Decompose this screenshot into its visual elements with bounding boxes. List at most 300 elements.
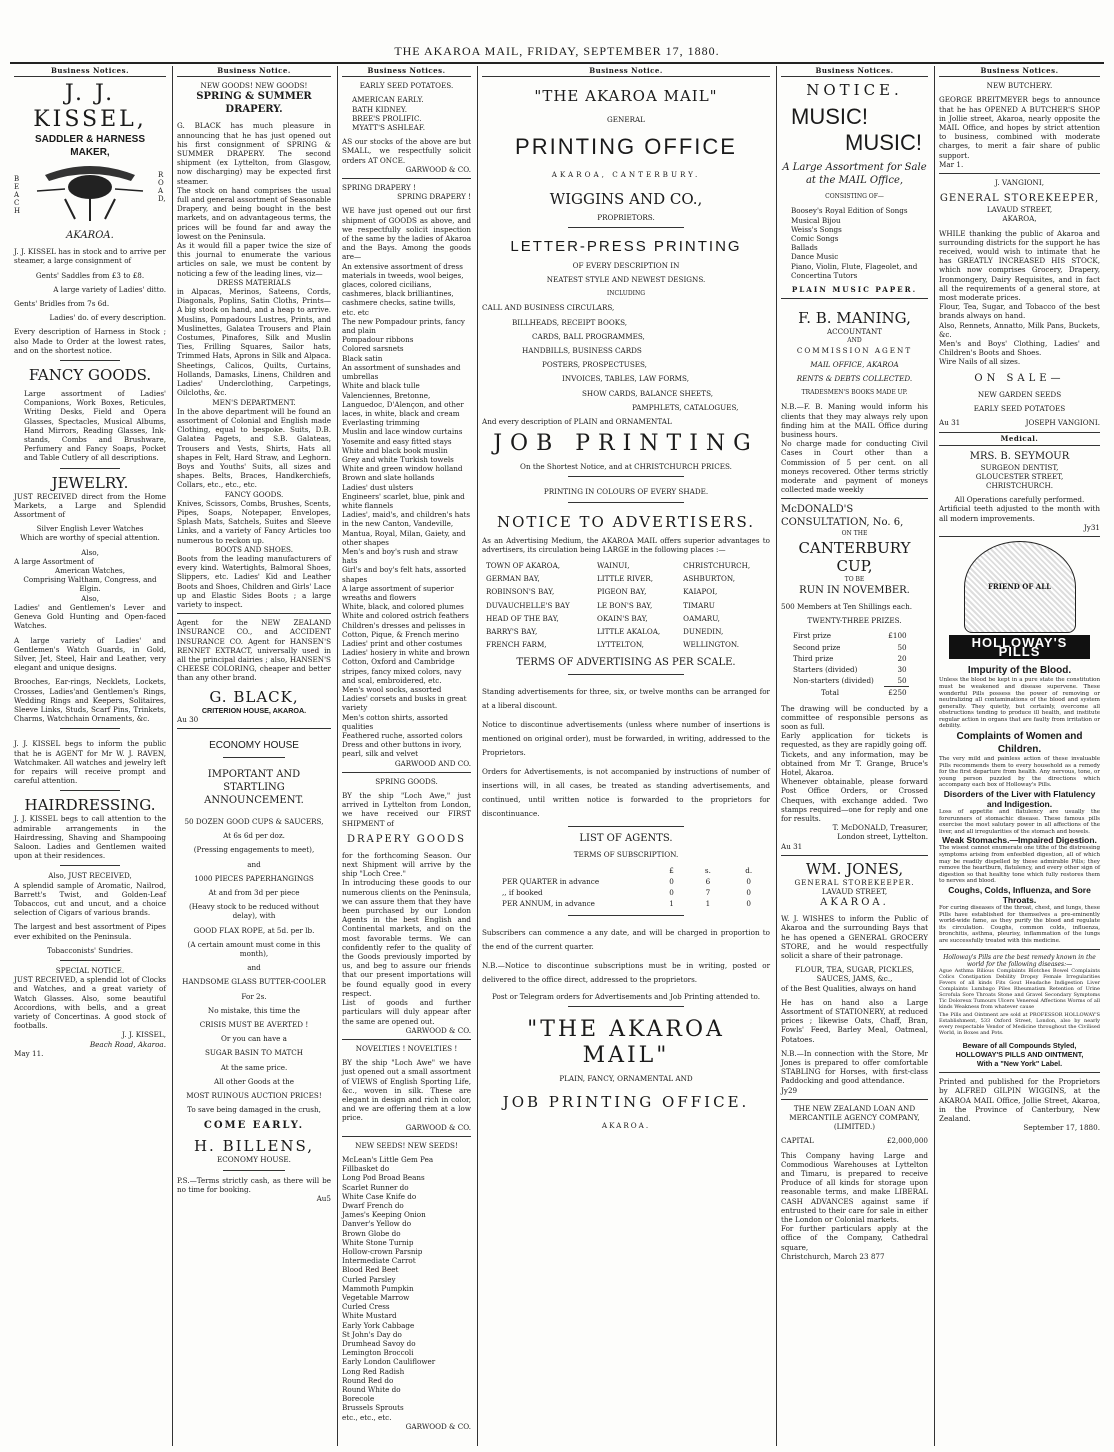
plain-music-paper: PLAIN MUSIC PAPER. [791,285,918,295]
boots-body: Boots from the leading manufacturers of every kind. Watertights, Balmoral Shoes, Slippers, etc. Ladies' Kid and Leather Boots and Shoes, Children and Girls' Lace up and Elastic Sides Boots ; a large variety to inspect. [177,553,331,609]
table-cell: OKAIN'S BAY, [596,613,648,623]
general: GENERAL [607,115,645,125]
printing-items [482,303,770,412]
table-cell: CHRISTCHURCH, [683,561,751,571]
loan-body: This Company having Large and Commodious Warehouses at Lyttelton and Timaru, is prepared to receive Produce of all kinds for storage upon reasonable terms, and make LIBERAL CASH ADVANCES against same if entrusted to their care for sale in either the London or Colonial markets. For further particulars apply at the office of the Company, Cathedral square, [781,1150,928,1252]
seed-potatoes-title: EARLY SEED POTATOES. [359,81,454,91]
table-cell: LITTLE AKALOA, [596,627,661,637]
kissel-ladies: Ladies' do. of every description. [49,313,166,323]
date-stamp: Au 31 [939,418,961,428]
divider [60,468,121,469]
ruinous-prices: MOST RUINOUS AUCTION PRICES! [186,1091,322,1101]
divider [939,536,1100,537]
jones-name: WM. JONES, [805,859,904,878]
hairdressing-title: HAIRDRESSING. [24,796,156,815]
table-cell: Non-starters (divided) [793,676,874,686]
table-cell: ASHBURTON, [683,574,735,584]
column-1 [10,66,170,1446]
vangioni-sig-row [939,418,1100,427]
divider [342,772,471,773]
date-stamp: Jy29 [781,1085,798,1095]
table-cell: PER QUARTER in advance [502,876,600,886]
music-assortment: A Large Assortment for Sale at the MAIL Office, [782,162,927,187]
holloway-banner: HOLLOWAY'S PILLS [949,635,1090,659]
table-row [791,653,909,664]
table-row [791,664,909,675]
flour-list: FLOUR, TEA, SUGAR, PICKLES, SAUCES, JAMS, &c., [795,965,914,984]
mcdonald-address: London street, Lyttelton. [837,832,928,842]
table-cell: £250 [884,687,908,699]
towns-table [482,559,770,651]
list-item: CALL AND BUSINESS CIRCULARS, [482,303,615,313]
boots-title: BOOTS AND SHOES. [214,544,293,554]
date-stamp: Mar 1. [939,159,964,169]
table-cell: TIMARU [683,600,715,610]
job-printing-office: JOB PRINTING OFFICE. [502,1092,750,1111]
general-storekeeper: GENERAL STOREKEEPER. [794,877,915,887]
loan-place: Christchurch, March 23 877 [781,1251,885,1261]
mens-title: MEN'S DEPARTMENT. [212,397,296,407]
discontinue-ads: Notice to discontinue advertisements (unless where number of insertions is mentioned on original order), must be forwarded, in writing, addressed to the Proprietors. [482,720,770,758]
column-3 [337,66,475,1446]
new-seeds-title: NEW SEEDS! NEW SEEDS! [355,1140,458,1150]
list-item: MYATT'S ASHLEAF. [352,123,425,133]
seal-text: FRIEND OF ALL [987,582,1052,592]
divider [939,949,1100,950]
accountant: ACCOUNTANT [826,327,883,337]
divider [342,1136,471,1137]
column-header: Business Notice. [177,66,331,77]
table-cell: 0 [746,899,751,909]
table-cell: FRENCH FARM, [486,640,547,650]
table-cell: WELLINGTON. [683,640,740,650]
rents-debts: RENTS & DEBTS COLLECTED. [796,374,913,384]
dress-title: DRESS MATERIALS [217,277,291,287]
table-row [791,687,909,699]
table-cell: 50 [897,642,907,652]
table-cell: First prize [793,631,831,641]
table-cell: PIGEON BAY, [596,587,647,597]
butter-cooler: HANDSOME GLASS BUTTER-COOLER [182,977,326,987]
lavaud-street: LAVAUD STREET, [821,886,888,896]
table-row [791,675,909,687]
special-notice-title: SPECIAL NOTICE. [55,965,125,975]
garwood-signature: GARWOOD AND CO. [394,758,471,768]
table-cell: 0 [669,876,674,886]
table-cell: GERMAN BAY, [486,574,540,584]
neatest-style: NEATEST STYLE AND NEWEST DESIGNS. [546,275,706,285]
prize-table [791,630,909,698]
divider [781,855,928,856]
plain-fancy: PLAIN, FANCY, ORNAMENTAL AND [559,1073,693,1083]
column-5 [776,66,932,1446]
table-cell: ,, if booked [502,888,543,898]
on-sale: ON SALE— [974,372,1065,384]
kissel-town: AKAROA. [66,230,114,242]
beware-3: With a "New York" Label. [976,1058,1063,1068]
impurity-title: Impurity of the Blood. [967,665,1072,677]
column-header: Business Notices. [14,66,166,77]
early-potatoes: EARLY SEED POTATOES [973,403,1066,413]
potato-list [342,95,471,132]
sold-body: The Pills and Ointment are sold at PROFESSOR HOLLOWAY'S Establishment, 533 Oxford Street, London, also by nearly every respectable Vendor of Medicine throughout the Civilised World, in Boxes and Pots. [939,1011,1100,1036]
jewelry-american-2: American Watches, [54,566,126,576]
notice-body: As an Advertising Medium, the AKAROA MAIL offers superior advantages to advertisers, its circulation being LARGE in the following places :— [482,535,770,554]
saddle-emblem-icon [35,161,145,223]
publication-date: September 17, 1880. [1023,1123,1100,1133]
fancy-title: FANCY GOODS. [224,489,284,499]
remedy-note: Holloway's Pills are the best remedy known in the world for the following diseases:— [943,953,1096,968]
table-cell: OAMARU, [683,613,720,623]
job-printing: JOB PRINTING [493,431,759,457]
table-cell: 7 [705,888,711,898]
column-header: Business Notices. [939,66,1100,77]
list-item: BILLHEADS, RECEIPT BOOKS, [512,317,628,327]
fancy-goods-body: Large assortment of Ladies' Companions, Work Boxes, Reticules, Writing Desks, Field and Opera Glasses, Spectacles, Musical Albums, Hand Mirrors, Reading Glasses, Ink-stands, Combs and Brushware, Perfumery and Fancy Soaps, Pocket and Table Cutlery of all descriptions. [24,389,166,463]
same-price: At the same price. [220,1062,288,1072]
divider [568,915,683,916]
christchurch: CHRISTCHURCH. [985,480,1054,490]
disorders-body: Loss of appetite and flatulency are usually the forerunners of stomachic disease. These famous pills exercise the most salutary power in all affections of the liver, and all irregularities of the stomach and bowels. [939,809,1100,835]
come-early: COME EARLY. [203,1120,305,1132]
table-header: s. [704,865,711,875]
fancy-goods-title: FANCY GOODS. [28,366,152,385]
list-item: BATH KIDNEY. [352,104,408,114]
divider [568,826,683,827]
maning-nb: N.B.—F. B. Maning would inform his clients that they may always rely upon finding him at the MAIL Office during business hours. No charge made for conducting Civil Cases in Court other than a Commission of 5 per cent. on all moneys recovered. Other terms strictly moderate and payment of moneys collected made weekly [781,402,928,495]
drawing-note: The drawing will be conducted by a committee of responsible persons as soon as full. Early application for tickets is requested, as they are rapidly going off. Tickets, and any information, may be obtained from Mr T. Grange, Bruce's Hotel, Akaroa. Whenever obtainable, please forward Post Office Orders, or Crossed Cheques, with exchange added. Two stamps required—one for reply and one for results. [781,703,928,823]
table-row [482,585,770,598]
new-goods: NEW GOODS! NEW GOODS! [200,81,308,91]
every-description: OF EVERY DESCRIPTION IN [572,260,680,270]
table-row [482,559,770,572]
list-item: AMERICAN EARLY. [352,95,424,105]
complaints-title: Complaints of Women and Children. [956,731,1083,756]
divider [60,790,121,791]
printed-note: Printed and published for the Proprietors by ALFRED GILPIN WIGGINS, at the AKAROA MAIL Office, Jollie Street, Akaroa, in the Province of Canterbury, New Zealand. [939,1077,1100,1123]
goods-list: An extensive assortment of dress materials in tweeds, wool beiges, glaces, colored cicilians, cashmeres, black brilliantines, cashmere checks, satine twills, etc. etc The new Pompadour prints, fancy and plain Pompadour ribbons Colored sarsnets Black satin An assortment of sunshades and umbrellas White and black tulle Valenciennes, Bretonne, Languedoc, D'Alençon, and other laces, in white, black and cream Everlasting trimming Muslin and lace window curtains Yosemite and easy fitted stays White and black book muslin Grey and white Turkish towels White and green window holland Brown and slate hollands Ladies' dust ulsters Engineers' scarlet, blue, pink and white flannels Ladies', maid's, and children's hats in the new Canton, Vandeville, Mantua, Royal, Milan, Gaiety, and other shapes Men's and boy's rush and straw hats Girl's and boy's felt hats, assorted shapes A large assortment of superior wreaths and flowers White, black, and colored plumes White and colored ostrich feathers Children's dresses and pelisses in Cotton, Pique, & French merino Ladies' print and other costumes Ladies' hosiery in white and brown Cotton, Oxford and Cambridge stripes, fancy mixed colors, navy and scal, embroidered, etc. Men's wool socks, assorted Ladies' corsets and busks in great variety Men's cotton shirts, assorted qualities Feathered ruche, assorted colors Dress and other buttons in ivory, pearl, silk and velvet [342,261,471,759]
nz-loan-title: THE NEW ZEALAND LOAN AND MERCANTILE AGENCY COMPANY, [789,1103,920,1123]
road-label: ROAD, [158,171,166,204]
vangioni-storekeeper: GENERAL STOREKEEPER, [939,193,1100,205]
list-item: SHOW CARDS, BALANCE SHEETS, [582,388,714,398]
consultation-title: McDONALD'S CONSULTATION, No. 6, [781,504,904,529]
agent-body: Agent for the NEW ZEALAND INSURANCE CO., and ACCIDENT INSURANCE CO. Agent for HANSEN'S RENNET EXTRACT, universally used in all the principal dairies ; also, HANSEN'S CHEESE COLORING, cheaper and better than any other brand. [177,618,331,683]
jewelry-lever: Ladies' and Gentlemen's Lever and Geneva Gold Hunting and Open-faced Watches. [14,602,166,631]
holloway-seal-icon [964,541,1076,633]
mens-body: In the above department will be found an assortment of Colonial and English made Clothing, equal to bespoke. Suits, D.B. Galatea Pagets, and S.B. Galateas, Trousers and Vests, Shirts, Hats all shapes in Felt, Hard Straw, and Leghorn. Boys and Youths' Suits, all sizes and shapes. Belts, Braces, Handkerchiefs, Collars, etc., etc., etc. [177,406,331,490]
printing-office: PRINTING OFFICE [515,134,737,160]
have: Or you can have a [221,1034,287,1044]
jewelry-list: Brooches, Ear-rings, Necklets, Lockets, Crosses, Ladies'and Gentlemen's Rings, Wedding Rings and Keepers, Solitaires, Sleeve Links, Studs, Scarf Pins, Trinkets, Charms, Watchchain Ornaments, &c. [14,677,166,724]
table-row [791,642,909,653]
jewelry-watches: Silver English Lever Watches [36,524,144,534]
garwood-signature: GARWOOD & CO. [405,1421,471,1431]
sundries: Tobacconists' Sundries. [46,945,134,955]
stock-body: The stock on hand comprises the usual full and general assortment of Seasonable Drapery, and being bought in the best markets, and on advantageous terms, the prices will be found far and away the lowest on the Peninsula. [177,185,332,241]
table-cell: 0 [746,876,751,886]
jewelry-body: JUST RECEIVED direct from the Home Markets, a Large and Splendid Assortment of [14,491,166,520]
vangioni-name: J. VANGIONI, [995,178,1044,188]
cooler-price: For 2s. [241,991,267,1001]
on-the: ON THE [841,530,868,538]
standing-ads: Standing advertisements for three, six, or twelve months can be arranged for at a liberal discount. [482,687,770,711]
nb-note: N.B.—Notice to discontinue subscriptions must be in writing, posted or delivered to the office direct, addressed to the proprietors. [482,960,770,984]
operations-note: All Operations carefully performed. [954,495,1085,505]
divider [568,227,683,228]
spring-drapery-head: SPRING DRAPERY ! [342,183,416,193]
garwood-signature: GARWOOD & CO. [405,1122,471,1132]
date-stamp: Au 31 [781,841,803,851]
capital-label: CAPITAL [781,1136,814,1146]
hairdressing-body: J. J. KISSEL begs to call attention to the admirable arrangements in the Hairdressing, Shaving and Shampooing Saloon. Ladies and Gentlemen waited upon at their residences. [14,814,166,861]
music-title-1: MUSIC! [791,104,868,130]
divider [781,498,928,499]
seymour-name: MRS. B. SEYMOUR [969,450,1070,462]
flax-rope: GOOD FLAX ROPE, at 5d. per lb. [193,925,315,935]
subscribers-note: Subscribers can commence a any date, and will be charged in proportion to the end of the current quarter. [482,927,770,951]
including: INCLUDING [606,290,646,298]
orders-ads: Orders for Advertisements, is not accompanied by instructions of number of insertions will, in all cases, be treated as standing advertisements, and continued, until written notice is forwarded to the proprietors for discontinuance. [482,767,770,819]
divider [781,298,928,299]
and: AND [847,337,862,345]
billens-house: ECONOMY HOUSE. [217,1155,291,1165]
column-4 [477,66,774,1446]
kissel-ladies-ditto: A large variety of Ladies' ditto. [53,284,166,294]
table-header: d. [745,865,753,875]
prizes-title: TWENTY-THREE PRIZES. [807,616,902,626]
vangioni-body: WHILE thanking the public of Akaroa and surrounding districts for the support he has received, would wish to intimate that he has GREATLY INCREASED HIS STOCK, which now comprises Grocery, Drapery, Ironmongery, Dairy Requisites, and in fact all the requirements of a general store, at most moderate prices. Flour, Tea, Sugar, and Tobacco of the best brands always on hand. Also, Rennets, Annatto, Milk Pans, Buckets, &c. Men's and Boys' Clothing, Ladies' and Children's Boots and Shoes. Wire Nails of all sizes. [939,228,1100,367]
divider [60,960,121,961]
spring-goods-title: SPRING GOODS. [375,776,438,786]
garwood-signature: GARWOOD & CO. [405,1025,471,1035]
billens-ps: P.S.—Terms strictly cash, as there will be no time for booking. [177,1175,331,1194]
coughs-body: For curing diseases of the throat, chest, and lungs, these Pills have established for themselves a pre-eminently world-wide fame, as they purify the blood and regulate its circulation. Coughs, common colds, influenza, bronchitis, asthma, pleurisy, inflammation of the lungs are successfully treated with this medicine. [939,904,1100,944]
black-body: G. BLACK has much pleasure in announcing that he has just opened out his first consignment of SPRING & SUMMER DRAPERY. The second shipment (ex Lyttelton, from Glasgow, now discharging) may be expected first steamer. [177,121,331,186]
kissel-title: J. J. KISSEL, [33,81,147,133]
limited: (LIMITED.) [833,1122,876,1132]
notice-to-advertisers: NOTICE TO ADVERTISERS. [497,512,755,531]
kissel-bridles: Gents' Bridles from 7s 6d. [14,299,110,309]
table-cell: 20 [897,653,907,663]
vangioni-signature: JOSEPH VANGIONI. [1025,418,1100,428]
jewelry-comprising: Comprising Waltham, Congress, and Elgin. [23,575,157,594]
wj-body: W. J. WISHES to inform the Public of Akaroa and the surrounding Bays that he has opened a GENERAL GROCERY STORE, and he would respectfully solicit a share of their patronage. [781,914,928,960]
akaroa: AKAROA. [820,897,889,909]
table-cell: £100 [888,631,907,641]
subscription-table [482,865,770,910]
divider [60,360,121,361]
maning-name: F. B. MANING, [798,309,911,328]
spring-drapery-head-2: SPRING DRAPERY ! [397,192,471,202]
divider [60,865,121,866]
paper-price: At and from 3d per piece [208,888,300,898]
dress-body: in Alpacas, Merinos, Sateens, Cords, Diagonals, Poplins, Satin Cloths, Prints—A big stock on hand, and a heap to arrive. Muslins, Pompadours Lustres, Prints, and Muslinettes, Galatea Trousers and Plain Costumes, Pinafores, Silk and Muslin Ties, Frilling Squares, Sailor hats, Trimmed Hats, Aprons in Silk and Alpaca. Sheetings, Calicos, Quilts, Curtains, Hollands, Damasks, Linens, Children and Ladies' Underclothing, Carpetings, Oilcloths, &c. [177,287,331,398]
column-2 [172,66,335,1446]
akaroa: AKAROA. [601,1120,651,1130]
divider [568,1006,683,1007]
complaints-body: The very mild and painless action of these invaluable Pills recommends them to every household as a remedy for the first departure from health. Any nervous, tone, or young person puzzled by the directions which accompany each box of Holloway's Pills. [939,756,1100,789]
criterion-house: CRITERION HOUSE, AKAROA. [201,705,307,715]
jewelry-american: A large Assortment of [14,556,94,566]
divider [568,674,683,675]
table-cell: ROBINSON'S BAY, [486,587,555,597]
divider [939,1072,1100,1073]
table-row [482,887,770,898]
weak-stomachs-body: The wisest cannot enumerate one tithe of the distressing symptoms arising from enfeebled digestion, all of which may be readily dispelled by these admirable Pills; they remove the heartburn, flatulency, and every other sign of digestion so that healthy tone which fully restores them to nerves and blood. [939,845,1100,885]
printing-colours: PRINTING IN COLOURS OF EVERY SHADE. [543,487,709,497]
tobacco-body: A splendid sample of Aromatic, Nailrod, Barrett's Twist, and Golden-Leaf Tobaccos, cut and uncut, and a choice selection of Cigars of various brands. [14,880,166,918]
garwood-signature: GARWOOD & CO. [405,164,471,174]
opened-body: WE have just opened out our first shipment of GOODS as above, and we respectfully solicit inspection of the same by the ladies of Akaroa and the Bays. Among the goods are— [342,206,471,262]
divider [177,613,331,614]
table-row [791,630,909,641]
divider [60,728,121,729]
diseases-list: Ague Asthma Bilious Complaints Blotches Bowel Complaints Colics Constipation Debility Dropsy Female Irregularities Fevers of all kinds Fits Gout Headache Indigestion Liver Complaints Lumbago Piles Rheumatism Retention of Urine Scrofula Sore Throats Stone and Gravel Secondary Symptoms Tic Doloreux Tumours Ulcers Venereal Affections Worms of all kinds Weakness from whatever cause [939,967,1100,1010]
mcdonald-signature: T. McDONALD, Treasurer, [832,823,928,833]
akaroa-mail-title-2: "THE AKAROA MAIL" [527,1016,725,1068]
list-item: CARDS, BALL PROGRAMMES, [532,331,645,341]
masthead: THE AKAROA MAIL, FRIDAY, SEPTEMBER 17, 1880. [394,44,720,58]
divider [939,173,1100,174]
special-notice-body: JUST RECEIVED, a splendid lot of Clocks and Watches, and a great variety of Watch Glasses. Also, some beautiful Accordions, with bells, and a great variety of Concertinas. A good stock of footballs. [14,975,166,1031]
table-header: £ [669,865,674,875]
table-row [482,865,770,876]
divider [342,178,471,179]
table-cell: LITTLE RIVER, [596,574,653,584]
and: and [247,963,261,973]
beware-1: Beware of all Compounds Styled, [962,1040,1077,1050]
kissel-saddles: Gents' Saddles from £3 to £8. [35,270,145,280]
table-cell: 0 [746,888,751,898]
jewelry-title: JEWELRY. [51,473,129,492]
terms-advertising: TERMS OF ADVERTISING AS PER SCALE. [516,657,736,669]
divider [223,757,285,758]
seeds-list: McLean's Little Gem Pea Fillbasket do Long Pod Broad Beans Scarlet Runner do White Case Knife do Dwarf French do James's Keeping Onion Danver's Yellow do Brown Globe do White Stone Turnip Hollow-crown Parsnip Intermediate Carrot Blood Red Beet Curled Parsley Mammoth Pumpkin Vegetable Marrow Curled Cress White Mustard Early York Cabbage St John's Day do Drumhead Savoy do Lemington Broccoli Early London Cauliflower Long Red Radish Round Red do Round White do Borecole Brussels Sprouts etc., etc., etc. [342,1154,436,1422]
rope-note: (A certain amount must come in this month), [187,939,321,959]
cups-price: At 6s 6d per doz. [223,831,285,841]
run-november: RUN IN NOVEMBER. [799,584,910,596]
capital-value: £2,000,000 [886,1136,928,1146]
plain-ornamental: And every description of PLAIN and ORNAMENTAL [482,417,672,427]
shortest-notice: On the Shortest Notice, and at CHRISTCHURCH PRICES. [520,462,732,472]
gloucester-street: GLOUCESTER STREET, [975,471,1064,481]
table-row [482,898,770,909]
disorders-title: Disorders of the Liver with Flatulency and Indigestion. [943,789,1096,810]
music-title-2: MUSIC! [845,130,922,156]
black-signature: G. BLACK, [209,687,299,706]
surgeon-dentist: SURGEON DENTIST, [980,462,1059,472]
table-cell: DUVAUCHELLE'S BAY [486,600,570,610]
impurity-body: Unless the blood be kept in a pure state the constitution must be weakened and disease supervene. These wonderful Pills possess the power of removing or neutralizing all contaminations of the blood and system generally. They quietly, but certainly, overcome all obstructions tending to produce ill health, and institute regular action in organs that are faulty from irritation or debility. [939,677,1100,730]
butchery-body: GEORGE BREITMEYER begs to announce that he has OPENED A BUTCHER'S SHOP in Jollie street, Akaroa, nearly opposite the MAIL Office, and hopes by strict attention to business, combined with moderate charges, to merit a fair share of public support. [939,95,1100,160]
table-cell: LE BON'S BAY, [596,600,653,610]
mistake: No mistake, this time the [207,1005,301,1015]
table-cell: PER ANNUM, in advance [502,899,595,909]
date-stamp: Au 30 [177,714,199,724]
teeth-note: Artificial teeth adjusted to the month with all modern improvements. [939,504,1100,523]
table-cell: 6 [705,876,711,886]
table-cell: WAINUI, [596,561,630,571]
billens-name: H. BILLENS, [193,1137,315,1156]
agent-body: J. J. KISSEL begs to inform the public that he is AGENT for Mr W. J. RAVEN, Watchmaker. All watches and jewelry left for repairs will receive prompt and careful attention. [14,739,166,786]
jones-nb: N.B.—In connection with the Store, Mr Jones is prepared to offer comfortable STABLING for Horses, with first-class Paddocking and good attendance. [781,1048,928,1086]
consisting-of: CONSISTING OF— [825,193,884,201]
beware-2: HOLLOWAY'S PILLS AND OINTMENT, [955,1049,1084,1059]
fancy-body: Knives, Scissors, Combs, Brushes, Scents, Pipes, Soaps, Notepaper, Envelopes, Splash Mats, Satchels, Suites and Sleeve Links, and a variety of Fancy Articles too numerous to reckon up. [177,498,331,545]
list-item: POSTERS, PROSPECTUSES, [542,360,647,370]
mail-office: MAIL OFFICE, AKAROA [810,359,899,369]
paper-body: As it would fill a paper twice the size of this journal to enumerate the various articles on sale, we must be content by noticing a few of the leading lines, viz— [177,241,331,278]
notice-title: NOTICE. [806,81,903,100]
kissel-subtitle: SADDLER & HARNESS MAKER, [34,134,145,159]
loch-awe-body: BY the ship "Loch Awe," just arrived in Lyttelton from London, we have received our FIRST SHIPMENT of [342,791,471,828]
cups-saucers: 50 DOZEN GOOD CUPS & SAUCERS, [184,817,324,826]
table-row [482,612,770,625]
music-list: Boosey's Royal Edition of Songs Musical Bijou Weiss's Songs Comic Songs Ballads Dance Music Piano, Violin, Flute, Flageolet, and Concertina Tutors [791,206,918,280]
date-stamp: May 11. [14,1048,44,1058]
divider [568,476,683,477]
announcement-title: IMPORTANT AND STARTLING ANNOUNCEMENT. [204,769,304,806]
date-stamp: Jy31 [1083,522,1100,532]
table-row [482,572,770,585]
date-stamp: Au5 [316,1194,331,1204]
akaroa-mail-title: "THE AKAROA MAIL" [534,87,718,106]
beach-label: BEACH [14,175,21,216]
cups-note: (Pressing engagements to meet), [193,845,315,855]
novelties-title: NOVELTIES ! NOVELTIES ! [355,1043,458,1053]
table-row [482,876,770,887]
table-cell: 1 [669,899,674,909]
list-item: INVOICES, TABLES, LAW FORMS, [562,374,689,384]
coughs-title: Coughs, Colds, Influenza, and Sore Throats. [948,884,1091,905]
list-of-agents: LIST OF AGENTS. [579,833,673,845]
masthead-rule [10,62,1104,64]
table-cell: DUNEDIN, [683,627,724,637]
economy-house-title: ECONOMY HOUSE [209,740,299,751]
spring-drapery-title: SPRING & SUMMER DRAPERY. [196,91,312,116]
medical-header: Medical. [939,432,1100,445]
list-item: PAMPHLETS, CATALOGUES, [632,402,739,412]
table-cell: Second prize [793,642,841,652]
members: 500 Members at Ten Shillings each. [781,601,912,611]
letterpress-title: LETTER-PRESS PRINTING [510,237,742,255]
divider [177,728,331,729]
and: and [247,859,261,869]
divider [781,1099,928,1100]
to-be: TO BE [844,575,865,583]
drapery-goods-title: DRAPERY GOODS [346,833,467,845]
tradesmen-books: TRADESMEN'S BOOKS MADE UP. [801,389,908,397]
table-row [482,599,770,612]
table-cell: BARRY'S BAY, [486,627,538,637]
capital-row [781,1136,928,1145]
wiggins-name: WIGGINS AND CO., [549,189,703,208]
table-cell: 1 [705,899,711,909]
table-cell: 30 [897,664,907,674]
vangioni-street: LAVAUD STREET, [986,205,1053,215]
new-butchery-title: NEW BUTCHERY. [986,81,1053,91]
novelties-body: BY the ship "Loch Awe" we have just opened out a small assortment of VIEWS of English Sporting Life, &c., woven in silk. These are elegant in design and rich in color, and we are offering them at a low price. [342,1058,471,1123]
column-6 [934,66,1104,1446]
table-cell: 50 [897,676,907,686]
best-qualities: of the Best Qualities, always on hand [781,983,917,993]
special-sig-address: Beach Road, Akaroa. [89,1039,166,1049]
pipes-body: The largest and best assortment of Pipes ever exhibited on the Peninsula. [14,922,166,941]
all-other: All other Goods at the [213,1076,295,1086]
table-cell: Third prize [793,653,834,663]
location: AKAROA, CANTERBURY. [551,170,701,180]
